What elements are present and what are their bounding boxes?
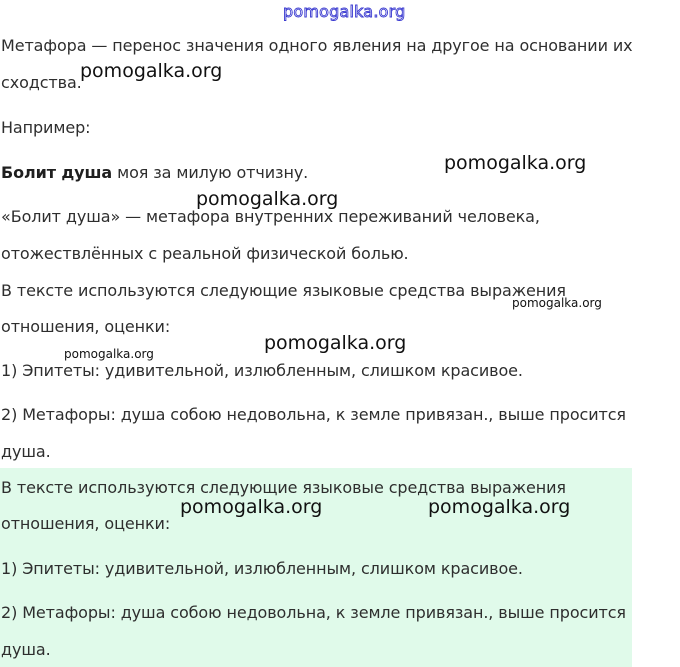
watermark: pomogalka.org bbox=[444, 152, 587, 174]
highlighted-means-line-2: отношения, оценки: bbox=[1, 514, 171, 533]
epithets-line: 1) Эпитеты: удивительной, излюбленным, слишком красивое. bbox=[1, 361, 523, 380]
highlighted-epithets-line: 1) Эпитеты: удивительной, излюбленным, слишком красивое. bbox=[1, 559, 523, 578]
watermark: pomogalka.org bbox=[180, 496, 323, 518]
explanation-line-2: отожествлённых с реальной физической болью. bbox=[1, 244, 409, 263]
example-rest: моя за милую отчизну. bbox=[112, 163, 309, 182]
watermark: pomogalka.org bbox=[80, 60, 223, 82]
definition-line-2: сходства. bbox=[1, 73, 82, 92]
highlighted-metaphors-line-1: 2) Метафоры: душа собою недовольна, к земле привязан., выше просится bbox=[1, 603, 626, 622]
metaphors-line-1: 2) Метафоры: душа собою недовольна, к земле привязан., выше просится bbox=[1, 405, 626, 424]
means-line-2: отношения, оценки: bbox=[1, 317, 171, 336]
watermark: pomogalka.org bbox=[196, 188, 339, 210]
watermark: pomogalka.org bbox=[264, 332, 407, 354]
highlighted-metaphors-line-2: душа. bbox=[1, 640, 51, 659]
example-sentence bbox=[1, 163, 308, 183]
watermark: pomogalka.org bbox=[64, 347, 154, 361]
metaphors-line-2: душа. bbox=[1, 442, 51, 461]
explanation-line-1: «Болит душа» — метафора внутренних переживаний человека, bbox=[1, 207, 540, 226]
highlighted-means-line-1: В тексте используются следующие языковые средства выражения bbox=[1, 478, 566, 497]
top-watermark: pomogalka.org bbox=[283, 2, 406, 21]
example-bold-phrase: Болит душа bbox=[1, 163, 113, 182]
watermark: pomogalka.org bbox=[428, 496, 571, 518]
watermark: pomogalka.org bbox=[512, 296, 602, 310]
definition-line-1: Метафора — перенос значения одного явления на другое на основании их bbox=[1, 36, 633, 55]
means-line-1: В тексте используются следующие языковые средства выражения bbox=[1, 281, 566, 300]
example-label: Например: bbox=[1, 118, 91, 137]
